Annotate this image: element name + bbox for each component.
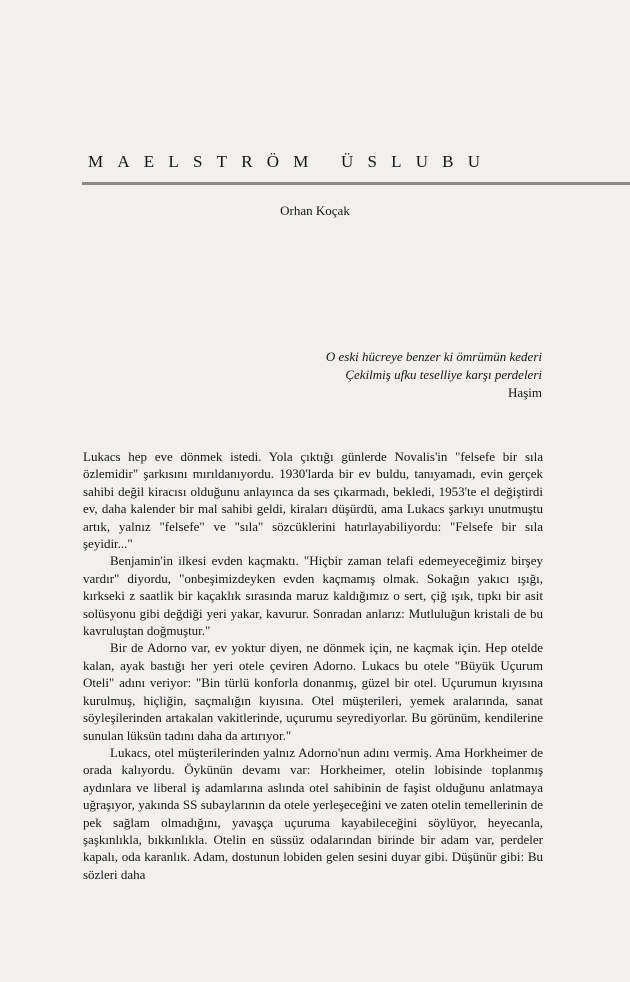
running-title: MAELSTRÖM ÜSLUBU (88, 152, 495, 171)
epigraph-line-2: Çekilmiş ufku teselliye karşı perdeleri (345, 367, 542, 382)
paragraph: Lukacs, otel müşterilerinden yalnız Adorno'nun adını vermiş. Ama Horkheimer de orada kalıyordu. Öykünün devamı var: Horkheimer, otelin lobisinde toplanmış aydınlara ve liberal iş adamlarına aslında otel sahibinin de faşist olduğunu anlatmaya uğraşıyor, yakında SS subaylarının da otele yerleşeceğini ve zaten otelin temellerinin de pek sağlam olmadığını, yavaşça uçuruma kayabileceğini söylüyor, heyecanla, şaşkınlıkla, bıkkınlıkla. Otelin en süssüz odalarından birinde bir adam var, perdeler kapalı, oda karanlık. Adam, dostunun lobiden gelen sesini duyar gibi. Düşünür gibi: Bu sözleri daha (83, 744, 543, 882)
paragraph: Lukacs hep eve dönmek istedi. Yola çıktığı günlerde Novalis'in "felsefe bir sıla özlemidir" şarkısını mırıldanıyordu. 1930'larda bir ev buldu, tanıyamadı, evin gerçek sahibi değil kiracısı olduğunu anlayınca da ses çıkarmadı, bekledi, 1953'te el değiştirdi ev, daha kalender bir mal sahibi geldi, kiraları düşürdü, ama Lukacs şarkıyı unutmuştu artık, yalnız "felsefe" ve "sıla" sözcüklerini hatırlayabiliyordu: "Felsefe bir sıla şeyidir..." (83, 449, 543, 552)
paragraph: Benjamin'in ilkesi evden kaçmaktı. "Hiçbir zaman telafi edemeyeceğimiz birşey vardır" diyordu, "onbeşimizdeyken evden kaçmamış olmak. Sokağın yakıcı ışığı, kırkseki z saatlik bir kaçaklık sırasında maruz kaldığımız o sert, çiğ ışık, tıpkı bir asit solüsyonu gibi değdiği yeri yakar, kavurur. Sonradan anlarız: Mutluluğun kristali de bu kavruluştan doğmuştur." (83, 553, 543, 639)
author-name: Orhan Koçak (280, 203, 350, 218)
paragraph: Bir de Adorno var, ev yoktur diyen, ne dönmek için, ne kaçmak için. Hep otelde kalan, ayak bastığı her yeri otele çeviren Adorno. Lukacs bu otele "Büyük Uçurum Oteli" adını veriyor: "Bin türlü konforla donanmış, güzel bir otel. Uçurumun kıyısına kurulmuş, hiçliğin, saçmalığın kıyısına. Otel müşterileri, yemek aralarında, sanat söyleşilerinden artakalan vakitlerinde, uçurumu seyrediyorlar. Bu görünüm, kendilerine sunulan lüksün tadını daha da artırıyor." (83, 640, 543, 743)
epigraph-line-1: O eski hücreye benzer ki ömrümün kederi (325, 349, 542, 364)
epigraph (326, 348, 542, 402)
body-text (83, 448, 543, 883)
header-rule (82, 182, 630, 185)
epigraph-attribution: Haşim (508, 385, 542, 400)
